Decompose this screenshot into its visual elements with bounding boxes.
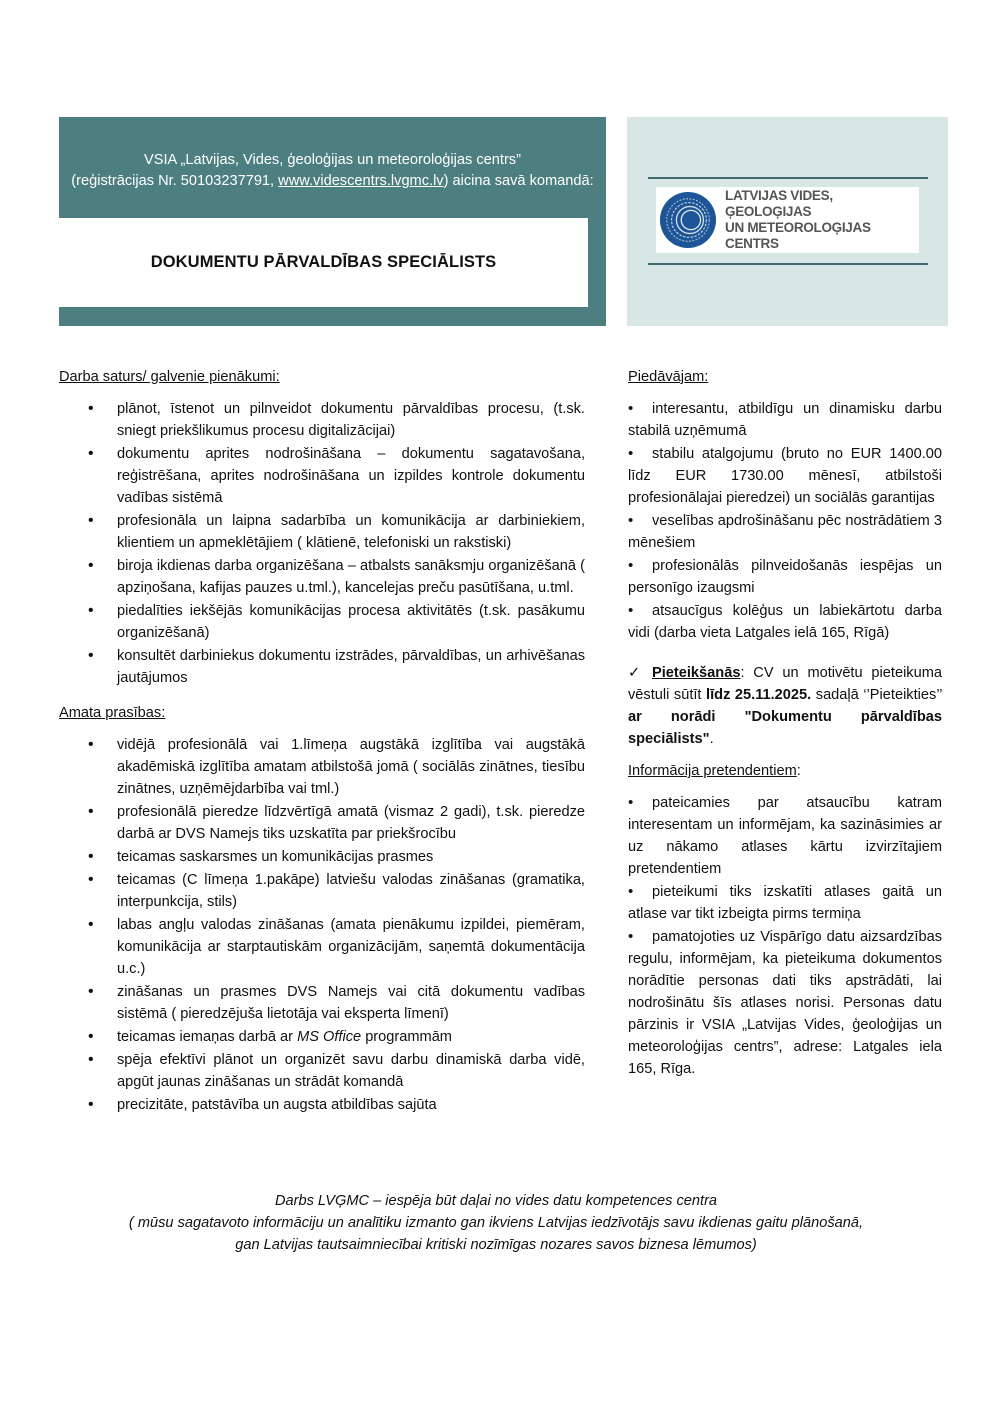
list-item: • teicamas saskarsmes un komunikācijas prasmes <box>59 846 585 868</box>
list-item: • konsultēt darbiniekus dokumentu izstrādes, pārvaldības, un arhivēšanas jautājumos <box>59 645 585 689</box>
bullet-icon: • <box>628 794 634 811</box>
list-item: • biroja ikdienas darba organizēšana – atbalsts sanāksmju organizēšanā ( apziņošana, kafijas pauzes u.tml.), kancelejas preču pasūtīšana, u.tml. <box>59 555 585 599</box>
list-item: • pateicamies par atsaucību katram interesentam un informējam, ka sazināsimies ar uz nākamo atlases kārtu izvirzītajiem pretendentiem <box>628 794 942 877</box>
list-item: • atsaucīgus kolēģus un labiekārtotu darba vidi (darba vieta Latgales ielā 165, Rīgā) <box>628 602 942 641</box>
list-item: • piedalīties iekšējās komunikācijas procesa aktivitātēs (t.sk. pasākumu organizēšanā) <box>59 600 585 644</box>
list-item: • profesionāla un laipna sadarbība un komunikācija ar darbiniekiem, klientiem un apmeklētājiem ( klātienē, telefoniski un rakstiski) <box>59 510 585 554</box>
info-heading: Informācija pretendentiem: <box>628 763 801 779</box>
intro-org-name: VSIA „Latvijas, Vides, ģeoloģijas un meteoroloģijas centrs” <box>144 152 521 168</box>
list-item: • dokumentu aprites nodrošināšana – dokumentu sagatavošana, reģistrēšana, aprites nodrošināšana un izpildes kontrole dokumentu vadības sistēmā <box>59 443 585 509</box>
duties-list <box>59 398 585 689</box>
header-intro <box>59 150 606 192</box>
requirements-list <box>59 734 585 1116</box>
list-item: • interesantu, atbildīgu un dinamisku darbu stabilā uzņēmumā <box>628 400 942 439</box>
list-item: • profesionālā pieredze līdzvērtīgā amatā (vismaz 2 gadi), t.sk. pieredze darbā ar DVS Namejs tiks uzskatīta par priekšrocību <box>59 801 585 845</box>
list-item: • profesionālās pilnveidošanās iespējas un personīgo izaugsmi <box>628 557 942 596</box>
info-list <box>628 792 942 1080</box>
organization-logo <box>656 187 919 253</box>
list-item: • zināšanas un prasmes DVS Namejs vai citā dokumentu vadības sistēmā ( pieredzējuša lietotāja vai eksperta līmenī) <box>59 981 585 1025</box>
logo-circle-icon <box>659 191 717 249</box>
apply-deadline: līdz 25.11.2025. <box>706 687 812 703</box>
job-title: DOKUMENTU PĀRVALDĪBAS SPECIĀLISTS <box>150 253 497 271</box>
apply-note: ar norādi "Dokumentu pārvaldības speciālists" <box>628 709 942 747</box>
logo-rule-bottom <box>648 263 928 265</box>
logo-panel <box>627 117 948 326</box>
requirements-heading: Amata prasības: <box>59 705 166 721</box>
bullet-icon: • <box>628 557 634 574</box>
job-title-box <box>59 218 588 307</box>
website-link[interactable]: www.videscentrs.lvgmc.lv <box>278 173 444 189</box>
list-item: • pieteikumi tiks izskatīti atlases gaitā un atlase var tikt izbeigta pirms termiņa <box>628 883 942 922</box>
header-banner <box>59 117 606 326</box>
bullet-icon: • <box>628 400 634 417</box>
offer-heading: Piedāvājam: <box>628 369 709 385</box>
application-instructions: ✓ Pieteikšanās: CV un motivētu pieteikuma vēstuli sūtīt līdz 25.11.2025. sadaļā ‘’Pieteikties’’ ar norādi "Dokumentu pārvaldības speciālists". <box>628 662 942 750</box>
intro-registration: (reģistrācijas Nr. 50103237791, www.videscentrs.lvgmc.lv) aicina savā komandā: <box>71 173 594 189</box>
list-item: • teicamas iemaņas darbā ar MS Office programmām <box>59 1026 585 1048</box>
duties-heading: Darba saturs/ galvenie pienākumi: <box>59 369 280 385</box>
list-item: • precizitāte, patstāvība un augsta atbildības sajūta <box>59 1094 585 1116</box>
offer-list <box>628 398 942 644</box>
list-item: • vidējā profesionālā vai 1.līmeņa augstākā izglītība vai augstākā akadēmiskā izglītība amatam atbilstošā jomā ( sociālās zinātnes, tiesību zinātnes, uzņēmējdarbība vai tml.) <box>59 734 585 800</box>
apply-label: Pieteikšanās <box>652 665 741 681</box>
list-item: • veselības apdrošināšanu pēc nostrādātiem 3 mēnešiem <box>628 512 942 551</box>
left-column <box>59 366 585 1117</box>
bullet-icon: • <box>628 928 634 945</box>
bullet-icon: • <box>628 445 634 462</box>
right-column <box>628 366 942 1081</box>
list-item: • teicamas (C līmeņa 1.pakāpe) latviešu valodas zināšanas (gramatika, interpunkcija, stils) <box>59 869 585 913</box>
footer-tagline: Darbs LVĢMC – iespēja būt daļai no vides datu kompetences centra ( mūsu sagatavoto informāciju un analītiku izmanto gan ikviens Latvijas iedzīvotājs savu ikdienas gaitu plānošanā, gan Latvijas tautsaimniecībai kritiski nozīmīgas nozares savos biznesa lēmumos) <box>128 1193 864 1253</box>
bullet-icon: • <box>628 512 634 529</box>
bullet-icon: • <box>628 883 634 900</box>
list-item: • labas angļu valodas zināšanas (amata pienākumu izpildei, piemēram, komunikācija ar starptautiskām organizācijām, saņemtā dokumentācija u.c.) <box>59 914 585 980</box>
checkmark-icon: ✓ <box>628 665 641 681</box>
list-item: • pamatojoties uz Vispārīgo datu aizsardzības regulu, informējam, ka pieteikuma dokumentos norādītie personas dati tiks apstrādāti, lai nodrošinātu šīs atlases norisi. Personas datu pārzinis ir VSIA „Latvijas Vides, ģeoloģijas un meteoroloģijas centrs”, adrese: Latgales iela 165, Rīga. <box>628 928 942 1077</box>
logo-rule-top <box>648 177 928 179</box>
list-item: • plānot, īstenot un pilnveidot dokumentu pārvaldības procesu, (t.sk. sniegt priekšlikumus procesu digitalizācijai) <box>59 398 585 442</box>
list-item: • stabilu atalgojumu (bruto no EUR 1400.00 līdz EUR 1730.00 mēnesī, atbilstoši profesionālajai pieredzei) un sociālās garantijas <box>628 445 942 506</box>
list-item: • spēja efektīvi plānot un organizēt savu darbu dinamiskā darba vidē, apgūt jaunas zināšanas un strādāt komandā <box>59 1049 585 1093</box>
bullet-icon: • <box>628 602 634 619</box>
logo-wordmark: LATVIJAS VIDES, ĢEOLOĢIJAS UN METEOROLOĢIJAS CENTRS <box>725 188 871 251</box>
